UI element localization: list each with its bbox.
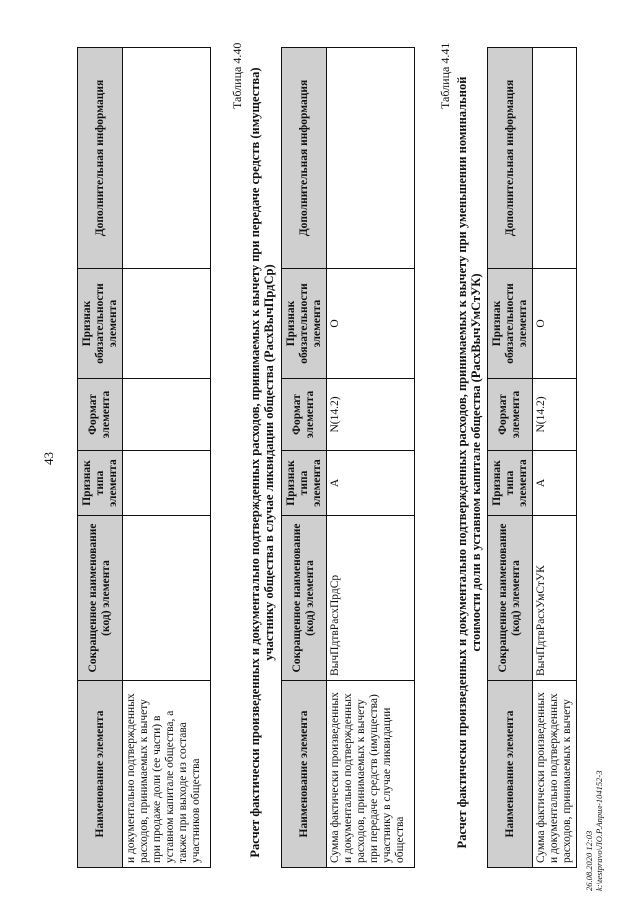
- header-format: Формат элемента: [488, 379, 533, 451]
- cell-short: [123, 516, 211, 681]
- table-row: [123, 48, 211, 868]
- footer: [584, 770, 604, 891]
- cell-name: и документально подтвержденных расходов, принимаемых к вычету при продаже доли (ее части) в уставном капитале общества, а также при выходе из состава участников общества: [123, 681, 211, 868]
- header-name: Наименование элемента: [488, 681, 533, 868]
- cell-type: А: [327, 451, 415, 516]
- table-header-row: [78, 48, 123, 868]
- cell-name: Сумма фактически произведенных и документально подтвержденных расходов, принимаемых к вычету при передаче средств (имущества) участнику в случае ликвидации общества: [327, 681, 415, 868]
- header-format: Формат элемента: [282, 379, 327, 451]
- header-extra: Дополнительная информация: [282, 48, 327, 269]
- table-441: [487, 47, 577, 868]
- cell-required: О: [533, 269, 577, 379]
- header-short: Сокращенное наименование (код) элемента: [282, 516, 327, 681]
- header-format: Формат элемента: [78, 379, 123, 451]
- footer-path: k:\testpravo\ЛО.Р.Април-104152-3: [594, 770, 604, 891]
- table-441-title: Расчет фактически произведенных и документально подтвержденных расходов, принимаемых к вычету при уменьшении номинальной стоимости доли в уставном капитале общества (РасхВычУмСтУК): [455, 76, 483, 849]
- table-440-title: Расчет фактически произведенных и документально подтвержденных расходов, принимаемых к вычету при передаче средств (имущества) участнику общества в случае ликвидации общества (РасхВычПрдСр): [248, 67, 276, 858]
- page-number: 43: [41, 452, 56, 465]
- cell-extra: [123, 48, 211, 269]
- cell-format: N(14.2): [533, 379, 577, 451]
- table-header-row: [488, 48, 533, 868]
- header-type: Признак типа элемента: [78, 451, 123, 516]
- table-440: [281, 47, 415, 868]
- table-continued: [77, 47, 211, 868]
- table-row: [533, 48, 577, 868]
- cell-extra: [533, 48, 577, 269]
- table-row: [327, 48, 415, 868]
- table-440-label: Таблица 4.40: [230, 42, 244, 109]
- cell-format: [123, 379, 211, 451]
- header-extra: Дополнительная информация: [78, 48, 123, 269]
- cell-required: [123, 269, 211, 379]
- cell-type: А: [533, 451, 577, 516]
- header-short: Сокращенное наименование (код) элемента: [78, 516, 123, 681]
- cell-short: ВычПдтвРасхПрдСр: [327, 516, 415, 681]
- header-required: Признак обязательности элемента: [78, 269, 123, 379]
- cell-required: О: [327, 269, 415, 379]
- header-type: Признак типа элемента: [282, 451, 327, 516]
- cell-name: Сумма фактически произведенных и документально подтвержденных расходов, принимаемых к вычету: [533, 681, 577, 868]
- header-required: Признак обязательности элемента: [282, 269, 327, 379]
- header-extra: Дополнительная информация: [488, 48, 533, 269]
- footer-date: 26.08.2020 12:03: [584, 830, 594, 891]
- cell-type: [123, 451, 211, 516]
- cell-format: N(14.2): [327, 379, 415, 451]
- header-required: Признак обязательности элемента: [488, 269, 533, 379]
- table-header-row: [282, 48, 327, 868]
- cell-extra: [327, 48, 415, 269]
- header-name: Наименование элемента: [282, 681, 327, 868]
- table-441-label: Таблица 4.41: [438, 42, 452, 109]
- cell-short: ВычПдтвРасхУмСтУК: [533, 516, 577, 681]
- header-type: Признак типа элемента: [488, 451, 533, 516]
- header-name: Наименование элемента: [78, 681, 123, 868]
- header-short: Сокращенное наименование (код) элемента: [488, 516, 533, 681]
